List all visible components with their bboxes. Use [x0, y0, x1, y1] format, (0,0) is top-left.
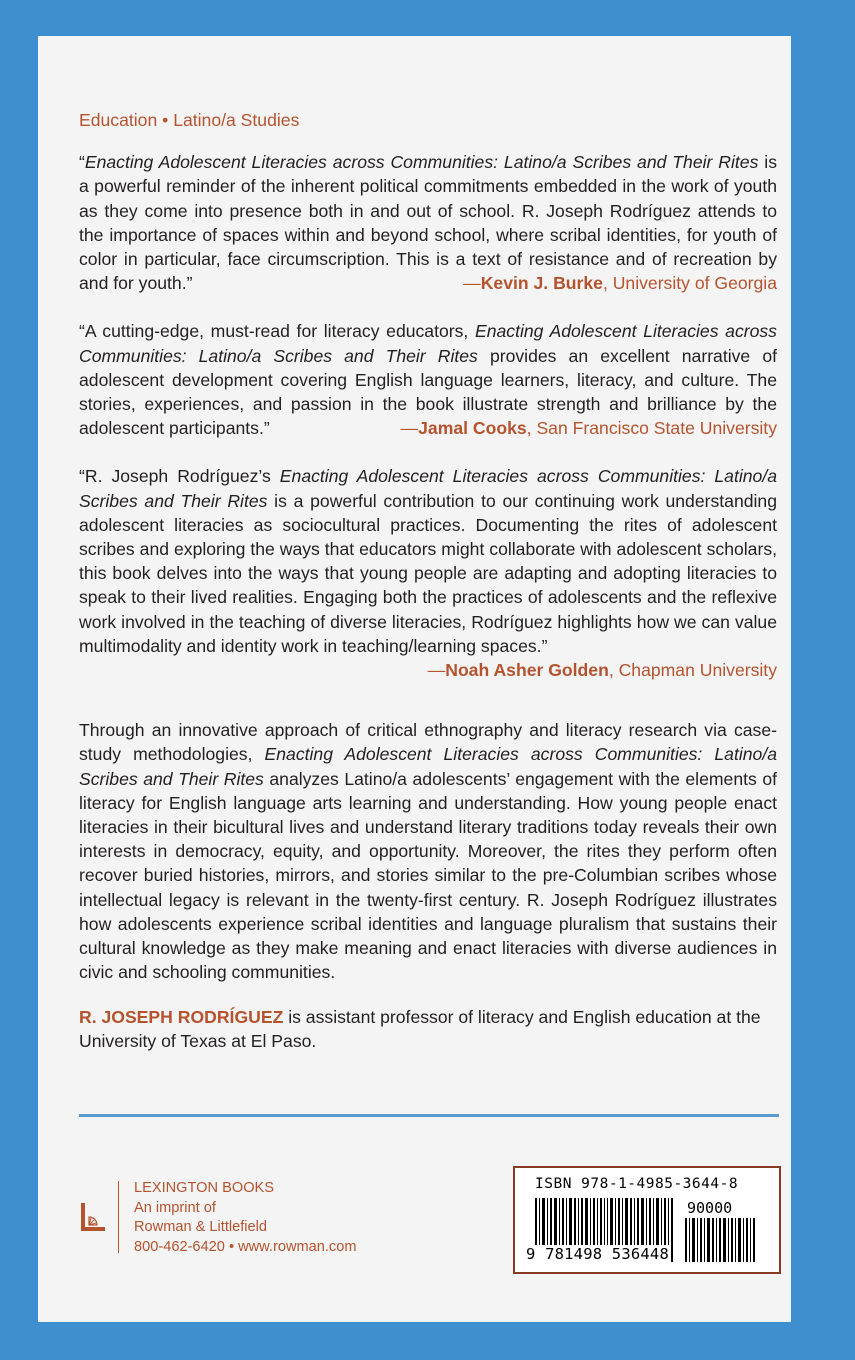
barcode-digits: 9 781498 536448 — [526, 1245, 669, 1263]
endorsement-1 — [79, 150, 777, 295]
quote-text: provides an excellent narrative of adolescent development covering English language learners, literacy, and culture. The stories, experiences, and passion in the book illustrate strength and brilliance by the adolescent participants.” — [79, 345, 777, 439]
book-title: Enacting Adolescent Literacies across Communities: Latino/a Scribes and Their Rites — [79, 744, 777, 789]
quote-lead: “R. Joseph Rodríguez’s — [79, 466, 280, 487]
author-name: R. JOSEPH RODRÍGUEZ — [79, 1006, 284, 1027]
publisher-contact: 800-462-6420 • www.rowman.com — [134, 1238, 357, 1255]
publisher-info — [134, 1179, 357, 1257]
endorsement-2 — [79, 319, 777, 440]
publisher-divider — [118, 1181, 119, 1253]
isbn-label: ISBN 978-1-4985-3644-8 — [535, 1176, 739, 1192]
endorser-affiliation: , University of Georgia — [602, 273, 777, 294]
publisher-name: LEXINGTON BOOKS — [134, 1180, 275, 1196]
price-code: 90000 — [687, 1199, 733, 1217]
isbn-barcode — [513, 1166, 781, 1274]
endorser-affiliation: , San Francisco State University — [526, 418, 777, 439]
author-bio — [79, 1005, 777, 1053]
author-bio-text: is assistant professor of literacy and English education at the University of Texas at El Paso. — [79, 1006, 761, 1051]
book-title: Enacting Adolescent Literacies across Communities: Latino/a Scribes and Their Rites — [84, 152, 759, 173]
category-line: Education • Latino/a Studies — [79, 110, 300, 130]
endorsement-attribution: —Kevin J. Burke, University of Georgia — [463, 273, 777, 294]
endorser-name: Noah Asher Golden — [445, 660, 609, 681]
quote-text: is a powerful contribution to our continuing work understanding adolescent literacies as sociocultural practices. Documenting the rites of adolescent scribes and exploring the ways that educators might collaborate with adolescent scholars, this book delves into the ways that young people are adapting and adopting literacies to speak to their lived realities. Engaging both the practices of adolescents and the reflexive work involved in the teaching of diverse literacies, Rodríguez highlights how we can value multimodality and identity work in teaching/learning spaces.” — [79, 490, 778, 656]
quote-lead: “A cutting-edge, must-read for literacy educators, — [79, 321, 475, 342]
endorsement-3 — [79, 464, 777, 682]
endorsement-attribution: —Noah Asher Golden, Chapman University — [427, 660, 777, 681]
endorsement-attribution: —Jamal Cooks, San Francisco State University — [400, 418, 777, 439]
lexington-logo-icon — [80, 1203, 106, 1231]
divider-rule — [79, 1114, 779, 1117]
endorser-name: Kevin J. Burke — [480, 273, 603, 294]
cover-content — [79, 108, 777, 1053]
book-description: Through an innovative approach of critical ethnography and literacy research via case-study methodologies, Enacting Adolescent Literacies across Communities: Latino/a Scribes and Their Rites analyzes Latino/a adolescents’ engagement with the elements of literacy for English language arts learning and understanding. How young people enact literacies in their bicultural lives and understand literary traditions today reveals their own interests in democracy, equity, and opportunity. Moreover, the rites they perform often recover buried histories, mirrors, and stories similar to the pre-Columbian scribes whose intellectual legacy is relevant in the twenty-first century. R. Joseph Rodríguez illustrates how adolescents experience scribal identities and language pluralism that sustains their cultural knowledge as they make meaning and enact literacies with diverse audiences in civic and schooling communities. — [79, 720, 778, 983]
book-title: Enacting Adolescent Literacies across Communities: Latino/a Scribes and Their Rites — [79, 321, 777, 366]
publisher-imprint: An imprint of — [134, 1199, 216, 1216]
endorser-affiliation: , Chapman University — [608, 660, 777, 681]
quote-open: “ — [79, 152, 85, 173]
quote-text: is a powerful reminder of the inherent political commitments embedded in the work of youth as they come into presence both in and out of school. R. Joseph Rodríguez attends to the importance of spaces within and beyond school, where scribal identities, for youth of color in particular, face circumscription. This is a text of resistance and of recreation by and for youth.” — [79, 152, 777, 294]
back-cover — [38, 36, 791, 1322]
endorser-name: Jamal Cooks — [418, 418, 527, 439]
publisher-block — [80, 1181, 410, 1261]
book-title: Enacting Adolescent Literacies across Communities: Latino/a Scribes and Their Rites — [79, 466, 777, 511]
publisher-parent: Rowman & Littlefield — [134, 1219, 268, 1235]
